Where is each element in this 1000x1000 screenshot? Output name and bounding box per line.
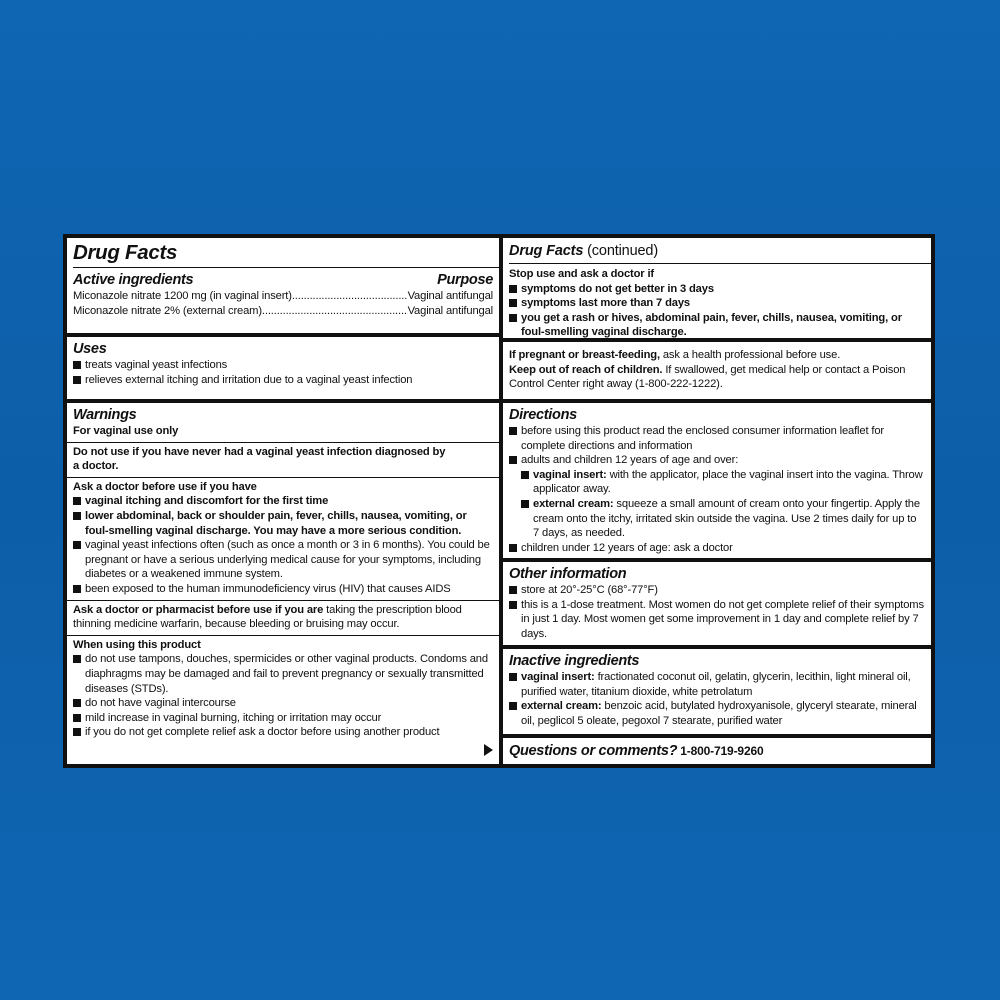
purpose-heading: Purpose: [437, 272, 493, 288]
list-item: external cream: squeeze a small amount of cream onto your fingertip. Apply the cream onto the itchy, irritated skin outside the vagina. Use 2 times daily for up to 7 days, as needed.: [521, 497, 925, 541]
inactive-ingredients-box: [503, 649, 931, 734]
uses-heading: Uses: [73, 341, 107, 357]
active-ingredient-row: [73, 289, 493, 304]
list-item: if you do not get complete relief ask a doctor before using another product: [73, 725, 493, 740]
list-item: before using this product read the enclosed consumer information leaflet for complete directions and information: [509, 424, 925, 453]
active-ingredients-box: [67, 238, 499, 333]
directions-heading: Directions: [509, 407, 577, 423]
active-ingredient-name: Miconazole nitrate 1200 mg (in vaginal insert): [73, 290, 292, 302]
ask-pharmacist-warning: Ask a doctor or pharmacist before use if you are taking the prescription blood thinning medicine warfarin, because bleeding or bruising may occur.: [73, 603, 462, 631]
uses-box: [67, 337, 499, 399]
other-information-box: [503, 562, 931, 645]
questions-box: [503, 738, 931, 764]
list-item: vaginal yeast infections often (such as once a month or 3 in 6 months). You could be pregnant or have a serious underlying medical cause for your symptoms, including diabetes or a weakened immune system.: [73, 538, 493, 582]
list-item: lower abdominal, back or shoulder pain, fever, chills, nausea, vomiting, or foul-smelling vaginal discharge. You may have a more serious condition.: [73, 509, 493, 538]
drug-facts-panel: [63, 234, 935, 768]
drug-facts-continued-title: Drug Facts (continued): [509, 241, 931, 264]
list-item: children under 12 years of age: ask a doctor: [509, 541, 925, 556]
list-item: symptoms do not get better in 3 days: [509, 282, 925, 297]
list-item: you get a rash or hives, abdominal pain, fever, chills, nausea, vomiting, or foul-smelling vaginal discharge.: [509, 311, 925, 338]
continue-arrow-icon: [484, 744, 493, 756]
list-item: vaginal insert: fractionated coconut oil, gelatin, glycerin, lecithin, light mineral oil, purified water, titanium dioxide, white petrolatum: [509, 670, 925, 699]
list-item: adults and children 12 years of age and over:: [509, 453, 925, 468]
active-ingredients-heading: Active ingredients: [73, 272, 194, 288]
active-ingredient-purpose: Vaginal antifungal: [407, 290, 493, 302]
stop-use-box: [503, 238, 931, 338]
list-item: symptoms last more than 7 days: [509, 296, 925, 311]
list-item: do not have vaginal intercourse: [73, 696, 493, 711]
questions-phone: 1-800-719-9260: [680, 744, 764, 758]
active-ingredient-row: [73, 304, 493, 319]
drug-facts-title: Drug Facts: [73, 241, 178, 264]
list-item: vaginal itching and discomfort for the first time: [73, 494, 493, 509]
drug-facts-left-column: [67, 238, 499, 764]
list-item: this is a 1-dose treatment. Most women do not get complete relief of their symptoms in just 1 day. Most women get some improvement in 1 day and complete relief by 7 days.: [509, 598, 925, 642]
active-ingredient-name: Miconazole nitrate 2% (external cream): [73, 304, 262, 317]
directions-box: [503, 403, 931, 558]
vaginal-use-only: For vaginal use only: [73, 425, 179, 437]
inactive-ingredients-heading: Inactive ingredients: [509, 653, 640, 669]
list-item: external cream: benzoic acid, butylated hydroxyanisole, glyceryl stearate, mineral oil, peglicol 5 oleate, pegoxol 7 stearate, purified water: [509, 699, 925, 728]
list-item: do not use tampons, douches, spermicides or other vaginal products. Condoms and diaphragms may be damaged and fail to prevent pregnancy or sexually transmitted diseases (STDs).: [73, 652, 493, 696]
stop-use-heading: Stop use and ask a doctor if: [509, 268, 654, 280]
warnings-box: [67, 403, 499, 764]
list-item: mild increase in vaginal burning, itching or irritation may occur: [73, 711, 493, 726]
active-ingredient-purpose: Vaginal antifungal: [407, 304, 493, 317]
when-using-heading: When using this product: [73, 638, 201, 651]
list-item: vaginal insert: with the applicator, place the vaginal insert into the vagina. Throw applicator away.: [521, 468, 925, 497]
pregnancy-warning: If pregnant or breast-feeding, ask a health professional before use.: [509, 349, 841, 361]
drug-facts-right-column: [503, 238, 931, 764]
do-not-use-warning: Do not use if you have never had a vaginal yeast infection diagnosed by a doctor.: [73, 445, 446, 473]
warnings-heading: Warnings: [73, 407, 137, 423]
other-information-heading: Other information: [509, 566, 627, 582]
list-item: been exposed to the human immunodeficiency virus (HIV) that causes AIDS: [73, 582, 493, 597]
list-item: relieves external itching and irritation due to a vaginal yeast infection: [73, 373, 493, 388]
keep-out-of-reach: Keep out of reach of children. If swallowed, get medical help or contact a Poison Control Center right away (1-800-222-1222).: [509, 363, 906, 391]
pregnancy-box: [503, 342, 931, 399]
ask-doctor-heading: Ask a doctor before use if you have: [73, 480, 257, 493]
questions-heading: Questions or comments?: [509, 743, 678, 759]
list-item: store at 20°-25°C (68°-77°F): [509, 583, 925, 598]
list-item: treats vaginal yeast infections: [73, 358, 493, 373]
